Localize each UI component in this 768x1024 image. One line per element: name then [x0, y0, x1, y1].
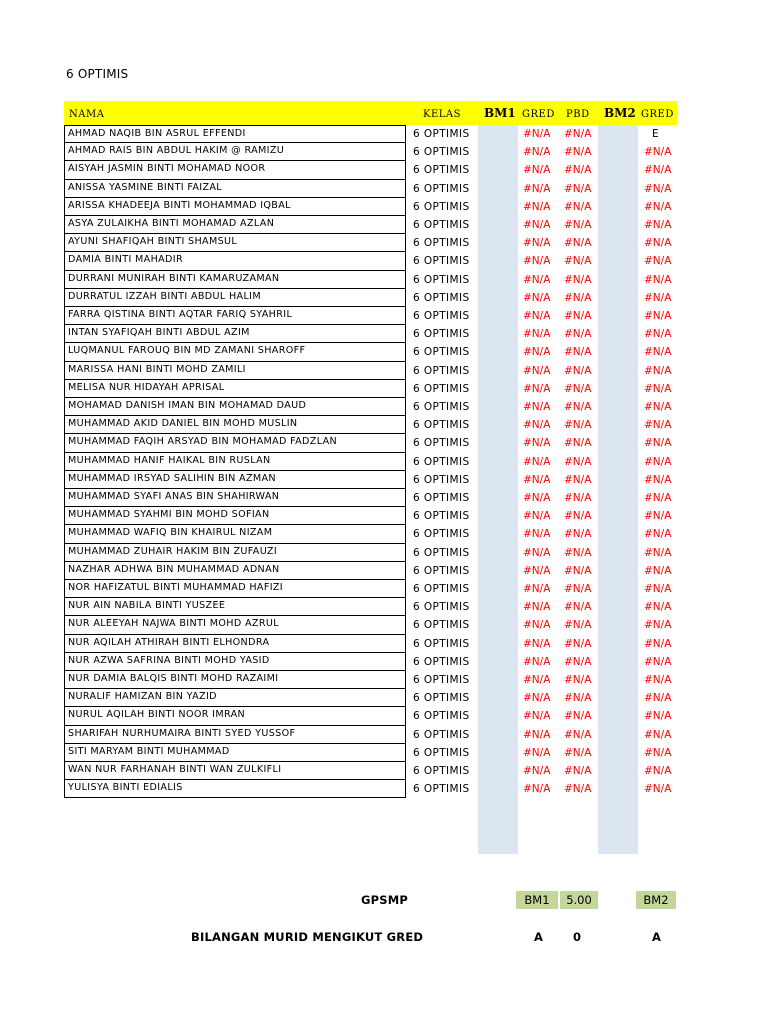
header-kelas: KELAS [423, 109, 461, 120]
gred2-cell: #N/A [644, 546, 672, 559]
table-row [0, 726, 768, 744]
student-class: 6 OPTIMIS [413, 728, 470, 741]
table-row [0, 562, 768, 580]
table-row [0, 125, 768, 143]
gred2-cell: #N/A [644, 510, 672, 523]
student-name: DAMIA BINTI MAHADIR [64, 252, 406, 270]
bm1-summary-label: BM1 [516, 891, 558, 909]
pbd-cell: #N/A [564, 564, 592, 577]
pbd-cell: #N/A [564, 182, 592, 195]
gred2-cell: #N/A [644, 746, 672, 759]
pbd-cell: #N/A [564, 255, 592, 268]
bm2-summary-label: BM2 [636, 891, 676, 909]
student-name: SHARIFAH NURHUMAIRA BINTI SYED YUSSOF [64, 726, 406, 744]
table-row [0, 380, 768, 398]
gred1-cell: #N/A [523, 783, 551, 796]
student-class: 6 OPTIMIS [413, 619, 470, 632]
table-row [0, 453, 768, 471]
bm1-grade: A [534, 930, 543, 944]
pbd-cell: #N/A [564, 401, 592, 413]
table-row [0, 525, 768, 543]
student-class: 6 OPTIMIS [413, 364, 470, 377]
student-class: 6 OPTIMIS [413, 437, 470, 450]
gred2-cell: #N/A [644, 492, 672, 504]
student-name: MUHAMMAD SYAHMI BIN MOHD SOFIAN [64, 507, 406, 525]
gred1-cell: #N/A [523, 473, 551, 486]
pbd-cell: #N/A [564, 164, 592, 177]
pbd-cell: #N/A [564, 655, 592, 668]
table-row [0, 398, 768, 416]
bm1-summary-value: 5.00 [560, 891, 598, 909]
student-name: MELISA NUR HIDAYAH APRISAL [64, 380, 406, 398]
gred1-cell: #N/A [523, 164, 551, 177]
pbd-cell: #N/A [564, 346, 592, 359]
gred2-cell: #N/A [644, 637, 672, 650]
gred2-cell: #N/A [644, 583, 672, 595]
student-class: 6 OPTIMIS [413, 328, 470, 341]
student-name: NUR ALEEYAH NAJWA BINTI MOHD AZRUL [64, 616, 406, 634]
table-row [0, 744, 768, 762]
student-name: AISYAH JASMIN BINTI MOHAMAD NOOR [64, 161, 406, 179]
gred2-cell: #N/A [644, 437, 672, 450]
gred2-cell: #N/A [644, 528, 672, 541]
gred1-cell: #N/A [523, 619, 551, 632]
student-name: MOHAMAD DANISH IMAN BIN MOHAMAD DAUD [64, 398, 406, 416]
pbd-cell: #N/A [564, 437, 592, 450]
student-name: NOR HAFIZATUL BINTI MUHAMMAD HAFIZI [64, 580, 406, 598]
gred1-cell: #N/A [523, 419, 551, 432]
student-class: 6 OPTIMIS [413, 783, 470, 796]
pbd-cell: #N/A [564, 237, 592, 250]
gred1-cell: #N/A [523, 546, 551, 559]
gred2-cell: #N/A [644, 364, 672, 377]
header-bm1: BM1 [484, 106, 516, 120]
table-row [0, 216, 768, 234]
table-row [0, 762, 768, 780]
table-row [0, 598, 768, 616]
student-name: NUR DAMIA BALQIS BINTI MOHD RAZAIMI [64, 671, 406, 689]
gred2-cell: #N/A [644, 655, 672, 668]
table-row [0, 198, 768, 216]
student-name: INTAN SYAFIQAH BINTI ABDUL AZIM [64, 325, 406, 343]
student-class: 6 OPTIMIS [413, 492, 470, 504]
student-name: ASYA ZULAIKHA BINTI MOHAMAD AZLAN [64, 216, 406, 234]
student-name: NUR AQILAH ATHIRAH BINTI ELHONDRA [64, 635, 406, 653]
student-class: 6 OPTIMIS [413, 564, 470, 577]
student-name: MUHAMMAD HANIF HAIKAL BIN RUSLAN [64, 453, 406, 471]
gred2-cell: #N/A [644, 237, 672, 250]
table-row [0, 143, 768, 161]
student-name: MARISSA HANI BINTI MOHD ZAMILI [64, 362, 406, 380]
student-class: 6 OPTIMIS [413, 310, 470, 322]
table-row [0, 616, 768, 634]
pbd-cell: #N/A [564, 528, 592, 541]
student-class: 6 OPTIMIS [413, 601, 470, 614]
gred1-cell: #N/A [523, 328, 551, 341]
table-row [0, 252, 768, 270]
gred2-cell: #N/A [644, 419, 672, 432]
table-row [0, 507, 768, 525]
table-row [0, 161, 768, 179]
gred1-cell: #N/A [523, 583, 551, 595]
student-class: 6 OPTIMIS [413, 219, 470, 231]
bm2-grade: A [652, 930, 661, 944]
pbd-cell: #N/A [564, 619, 592, 632]
student-class: 6 OPTIMIS [413, 346, 470, 359]
student-name: SITI MARYAM BINTI MUHAMMAD [64, 744, 406, 762]
gred2-cell: #N/A [644, 164, 672, 177]
pbd-cell: #N/A [564, 455, 592, 468]
gred2-cell: #N/A [644, 619, 672, 632]
student-class: 6 OPTIMIS [413, 710, 470, 723]
gred2-cell: #N/A [644, 310, 672, 322]
gred1-cell: #N/A [523, 273, 551, 286]
table-row [0, 653, 768, 671]
gred2-cell: #N/A [644, 692, 672, 705]
student-name: MUHAMMAD FAQIH ARSYAD BIN MOHAMAD FADZLAN [64, 434, 406, 452]
bilangan-label: BILANGAN MURID MENGIKUT GRED [191, 930, 424, 944]
gred1-cell: #N/A [523, 401, 551, 413]
table-row [0, 234, 768, 252]
gred1-cell: #N/A [523, 674, 551, 686]
pbd-cell: #N/A [564, 492, 592, 504]
gred2-cell: #N/A [644, 273, 672, 286]
student-name: NAZHAR ADHWA BIN MUHAMMAD ADNAN [64, 562, 406, 580]
gred1-cell: #N/A [523, 200, 551, 213]
gred2-cell: #N/A [644, 564, 672, 577]
student-class: 6 OPTIMIS [413, 674, 470, 686]
pbd-cell: #N/A [564, 583, 592, 595]
pbd-cell: #N/A [564, 765, 592, 777]
gred1-cell: #N/A [523, 528, 551, 541]
student-name: LUQMANUL FAROUQ BIN MD ZAMANI SHAROFF [64, 343, 406, 361]
student-name: MUHAMMAD IRSYAD SALIHIN BIN AZMAN [64, 471, 406, 489]
pbd-cell: #N/A [564, 510, 592, 523]
gred2-cell: #N/A [644, 346, 672, 359]
gred2-cell: #N/A [644, 200, 672, 213]
gred2-cell: #N/A [644, 765, 672, 777]
table-row [0, 416, 768, 434]
pbd-cell: #N/A [564, 692, 592, 705]
student-name: WAN NUR FARHANAH BINTI WAN ZULKIFLI [64, 762, 406, 780]
pbd-cell: #N/A [564, 601, 592, 614]
gred2-cell: #N/A [644, 255, 672, 268]
table-row [0, 325, 768, 343]
pbd-cell: #N/A [564, 328, 592, 341]
gred2-cell: #N/A [644, 182, 672, 195]
pbd-cell: #N/A [564, 291, 592, 304]
student-name: ANISSA YASMINE BINTI FAIZAL [64, 180, 406, 198]
student-name: ARISSA KHADEEJA BINTI MOHAMMAD IQBAL [64, 198, 406, 216]
student-name: MUHAMMAD AKID DANIEL BIN MOHD MUSLIN [64, 416, 406, 434]
gred1-cell: #N/A [523, 455, 551, 468]
student-class: 6 OPTIMIS [413, 255, 470, 268]
student-class: 6 OPTIMIS [413, 128, 470, 140]
student-class: 6 OPTIMIS [413, 655, 470, 668]
table-row [0, 434, 768, 452]
student-name: YULISYA BINTI EDIALIS [64, 780, 406, 798]
student-name: NUR AIN NABILA BINTI YUSZEE [64, 598, 406, 616]
table-row [0, 689, 768, 707]
gred2-cell: #N/A [644, 401, 672, 413]
gred2-cell: #N/A [644, 291, 672, 304]
student-name: MUHAMMAD WAFIQ BIN KHAIRUL NIZAM [64, 525, 406, 543]
header-nama: NAMA [69, 109, 105, 120]
header-bm2: BM2 [604, 106, 636, 120]
student-class: 6 OPTIMIS [413, 455, 470, 468]
pbd-cell: #N/A [564, 219, 592, 231]
gred1-cell: #N/A [523, 728, 551, 741]
gred2-cell: #N/A [644, 473, 672, 486]
gred1-cell: #N/A [523, 146, 551, 159]
student-name: NUR AZWA SAFRINA BINTI MOHD YASID [64, 653, 406, 671]
table-row [0, 471, 768, 489]
gred1-cell: #N/A [523, 601, 551, 614]
student-class: 6 OPTIMIS [413, 382, 470, 395]
pbd-cell: #N/A [564, 746, 592, 759]
gred1-cell: #N/A [523, 364, 551, 377]
gred1-cell: #N/A [523, 492, 551, 504]
gred1-cell: #N/A [523, 291, 551, 304]
pbd-cell: #N/A [564, 310, 592, 322]
gred1-cell: #N/A [523, 182, 551, 195]
student-name: NURUL AQILAH BINTI NOOR IMRAN [64, 707, 406, 725]
student-name: AYUNI SHAFIQAH BINTI SHAMSUL [64, 234, 406, 252]
table-row [0, 707, 768, 725]
student-class: 6 OPTIMIS [413, 200, 470, 213]
student-name: DURRATUL IZZAH BINTI ABDUL HALIM [64, 289, 406, 307]
gred2-cell: #N/A [644, 601, 672, 614]
sheet-title: 6 OPTIMIS [66, 67, 129, 81]
gred2-cell: #N/A [644, 728, 672, 741]
gred1-cell: #N/A [523, 692, 551, 705]
gred1-cell: #N/A [523, 128, 551, 140]
student-class: 6 OPTIMIS [413, 746, 470, 759]
student-class: 6 OPTIMIS [413, 546, 470, 559]
student-class: 6 OPTIMIS [413, 637, 470, 650]
pbd-cell: #N/A [564, 728, 592, 741]
table-row [0, 671, 768, 689]
pbd-cell: #N/A [564, 637, 592, 650]
student-class: 6 OPTIMIS [413, 692, 470, 705]
table-row [0, 580, 768, 598]
student-class: 6 OPTIMIS [413, 146, 470, 159]
table-row [0, 271, 768, 289]
student-class: 6 OPTIMIS [413, 473, 470, 486]
gred1-cell: #N/A [523, 382, 551, 395]
gred2-cell: #N/A [644, 219, 672, 231]
student-class: 6 OPTIMIS [413, 583, 470, 595]
pbd-cell: #N/A [564, 146, 592, 159]
gpsmp-label: GPSMP [361, 893, 409, 907]
student-name: AHMAD RAIS BIN ABDUL HAKIM @ RAMIZU [64, 143, 406, 161]
table-row [0, 307, 768, 325]
table-row [0, 635, 768, 653]
student-class: 6 OPTIMIS [413, 182, 470, 195]
table-row [0, 180, 768, 198]
pbd-cell: #N/A [564, 710, 592, 723]
gred1-cell: #N/A [523, 655, 551, 668]
pbd-cell: #N/A [564, 419, 592, 432]
student-class: 6 OPTIMIS [413, 510, 470, 523]
header-gred2: GRED [641, 109, 674, 120]
table-row [0, 343, 768, 361]
student-class: 6 OPTIMIS [413, 237, 470, 250]
pbd-cell: #N/A [564, 364, 592, 377]
gred1-cell: #N/A [523, 437, 551, 450]
pbd-cell: #N/A [564, 473, 592, 486]
student-class: 6 OPTIMIS [413, 273, 470, 286]
gred2-cell: #N/A [644, 328, 672, 341]
table-row [0, 780, 768, 798]
student-name: MUHAMMAD SYAFI ANAS BIN SHAHIRWAN [64, 489, 406, 507]
pbd-cell: #N/A [564, 200, 592, 213]
student-name: AHMAD NAQIB BIN ASRUL EFFENDI [64, 125, 406, 143]
gred1-cell: #N/A [523, 637, 551, 650]
student-class: 6 OPTIMIS [413, 164, 470, 177]
gred2-cell: #N/A [644, 710, 672, 723]
pbd-cell: #N/A [564, 783, 592, 796]
gred1-cell: #N/A [523, 710, 551, 723]
gred2-cell: #N/A [644, 455, 672, 468]
pbd-cell: #N/A [564, 674, 592, 686]
pbd-cell: #N/A [564, 128, 592, 140]
header-pbd: PBD [566, 109, 590, 120]
pbd-cell: #N/A [564, 382, 592, 395]
gred1-cell: #N/A [523, 219, 551, 231]
gred2-cell: #N/A [644, 783, 672, 796]
student-name: DURRANI MUNIRAH BINTI KAMARUZAMAN [64, 271, 406, 289]
student-class: 6 OPTIMIS [413, 419, 470, 432]
gred2-cell: E [652, 128, 659, 140]
table-row [0, 489, 768, 507]
bm1-grade-count: 0 [573, 930, 582, 944]
student-class: 6 OPTIMIS [413, 401, 470, 413]
gred1-cell: #N/A [523, 564, 551, 577]
gred1-cell: #N/A [523, 765, 551, 777]
student-name: FARRA QISTINA BINTI AQTAR FARIQ SYAHRIL [64, 307, 406, 325]
student-class: 6 OPTIMIS [413, 291, 470, 304]
pbd-cell: #N/A [564, 273, 592, 286]
table-row [0, 544, 768, 562]
gred2-cell: #N/A [644, 674, 672, 686]
student-class: 6 OPTIMIS [413, 765, 470, 777]
gred1-cell: #N/A [523, 510, 551, 523]
student-class: 6 OPTIMIS [413, 528, 470, 541]
table-row [0, 362, 768, 380]
gred1-cell: #N/A [523, 255, 551, 268]
gred1-cell: #N/A [523, 746, 551, 759]
gred2-cell: #N/A [644, 382, 672, 395]
pbd-cell: #N/A [564, 546, 592, 559]
header-gred1: GRED [522, 109, 555, 120]
gred1-cell: #N/A [523, 310, 551, 322]
student-name: MUHAMMAD ZUHAIR HAKIM BIN ZUFAUZI [64, 544, 406, 562]
table-row [0, 289, 768, 307]
gred1-cell: #N/A [523, 237, 551, 250]
gred1-cell: #N/A [523, 346, 551, 359]
gred2-cell: #N/A [644, 146, 672, 159]
student-name: NURALIF HAMIZAN BIN YAZID [64, 689, 406, 707]
